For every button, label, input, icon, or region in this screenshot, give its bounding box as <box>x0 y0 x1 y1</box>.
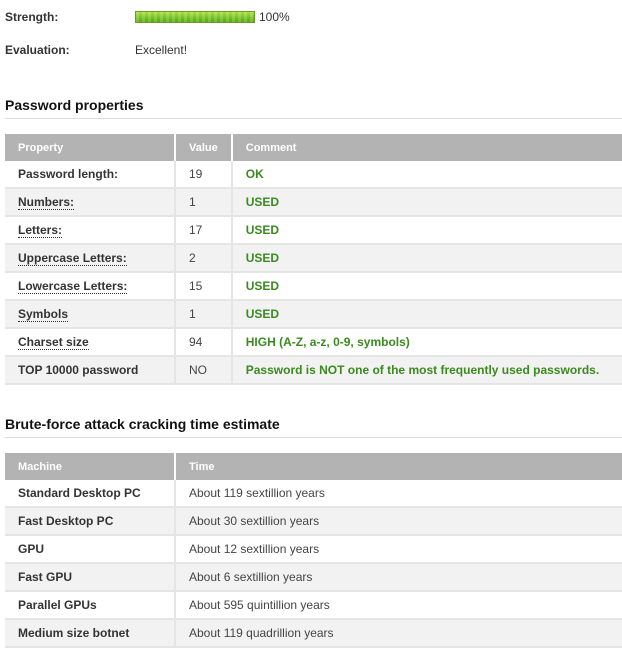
comment-cell: USED <box>232 188 622 216</box>
property-cell <box>5 328 175 356</box>
property-help-link[interactable]: Lowercase Letters: <box>18 279 128 293</box>
property-help-link[interactable]: Uppercase Letters: <box>18 251 127 265</box>
property-name: Password length: <box>18 167 119 181</box>
column-header-machine: Machine <box>5 453 175 480</box>
comment-cell: OK <box>232 161 622 188</box>
table-row <box>5 480 622 507</box>
table-row <box>5 619 622 647</box>
property-cell <box>5 272 175 300</box>
table-row <box>5 244 622 272</box>
property-cell <box>5 161 175 188</box>
evaluation-label: Evaluation: <box>5 43 70 57</box>
column-header-property: Property <box>5 134 175 161</box>
table-row <box>5 563 622 591</box>
property-cell <box>5 300 175 328</box>
comment-cell: USED <box>232 216 622 244</box>
machine-cell: Standard Desktop PC <box>5 480 175 507</box>
table-row <box>5 216 622 244</box>
value-cell: 1 <box>175 188 232 216</box>
bruteforce-heading: Brute-force attack cracking time estimate <box>5 416 280 432</box>
table-row <box>5 356 622 384</box>
strength-value: 100% <box>259 10 290 24</box>
strength-label: Strength: <box>5 10 59 24</box>
table-row <box>5 507 622 535</box>
table-row <box>5 328 622 356</box>
table-row <box>5 535 622 563</box>
time-cell: About 12 sextillion years <box>175 535 622 563</box>
time-cell: About 30 sextillion years <box>175 507 622 535</box>
strength-row <box>5 10 290 24</box>
machine-cell: GPU <box>5 535 175 563</box>
machine-cell: Medium size botnet <box>5 619 175 647</box>
bruteforce-table <box>5 453 622 648</box>
evaluation-row <box>5 43 187 57</box>
strength-bar <box>135 11 255 23</box>
machine-cell: Parallel GPUs <box>5 591 175 619</box>
time-cell: About 6 sextillion years <box>175 563 622 591</box>
value-cell: 2 <box>175 244 232 272</box>
property-help-link[interactable]: Numbers: <box>18 195 75 209</box>
machine-cell: Fast GPU <box>5 563 175 591</box>
table-row <box>5 300 622 328</box>
property-cell <box>5 188 175 216</box>
value-cell: 17 <box>175 216 232 244</box>
time-cell: About 595 quintillion years <box>175 591 622 619</box>
property-help-link[interactable]: Charset size <box>18 335 89 349</box>
property-cell <box>5 356 175 384</box>
strength-bar-fill <box>136 12 254 22</box>
table-header-row <box>5 134 622 161</box>
table-row <box>5 161 622 188</box>
column-header-time: Time <box>175 453 622 480</box>
comment-cell: HIGH (A-Z, a-z, 0-9, symbols) <box>232 328 622 356</box>
comment-cell: USED <box>232 300 622 328</box>
machine-cell: Fast Desktop PC <box>5 507 175 535</box>
value-cell: NO <box>175 356 232 384</box>
value-cell: 94 <box>175 328 232 356</box>
column-header-value: Value <box>175 134 232 161</box>
comment-cell: USED <box>232 244 622 272</box>
property-help-link[interactable]: Letters: <box>18 223 63 237</box>
time-cell: About 119 quadrillion years <box>175 619 622 647</box>
password-properties-table <box>5 134 622 385</box>
table-row <box>5 591 622 619</box>
table-header-row <box>5 453 622 480</box>
value-cell: 1 <box>175 300 232 328</box>
heading-divider <box>5 437 622 438</box>
property-name: TOP 10000 password <box>18 363 139 377</box>
password-properties-heading: Password properties <box>5 97 144 113</box>
evaluation-value: Excellent! <box>135 43 188 57</box>
property-help-link[interactable]: Symbols <box>18 307 69 321</box>
property-cell <box>5 244 175 272</box>
value-cell: 15 <box>175 272 232 300</box>
column-header-comment: Comment <box>232 134 622 161</box>
table-row <box>5 188 622 216</box>
property-cell <box>5 216 175 244</box>
value-cell: 19 <box>175 161 232 188</box>
time-cell: About 119 sextillion years <box>175 480 622 507</box>
comment-cell: Password is NOT one of the most frequently used passwords. <box>232 356 622 384</box>
table-row <box>5 272 622 300</box>
comment-cell: USED <box>232 272 622 300</box>
heading-divider <box>5 118 622 119</box>
